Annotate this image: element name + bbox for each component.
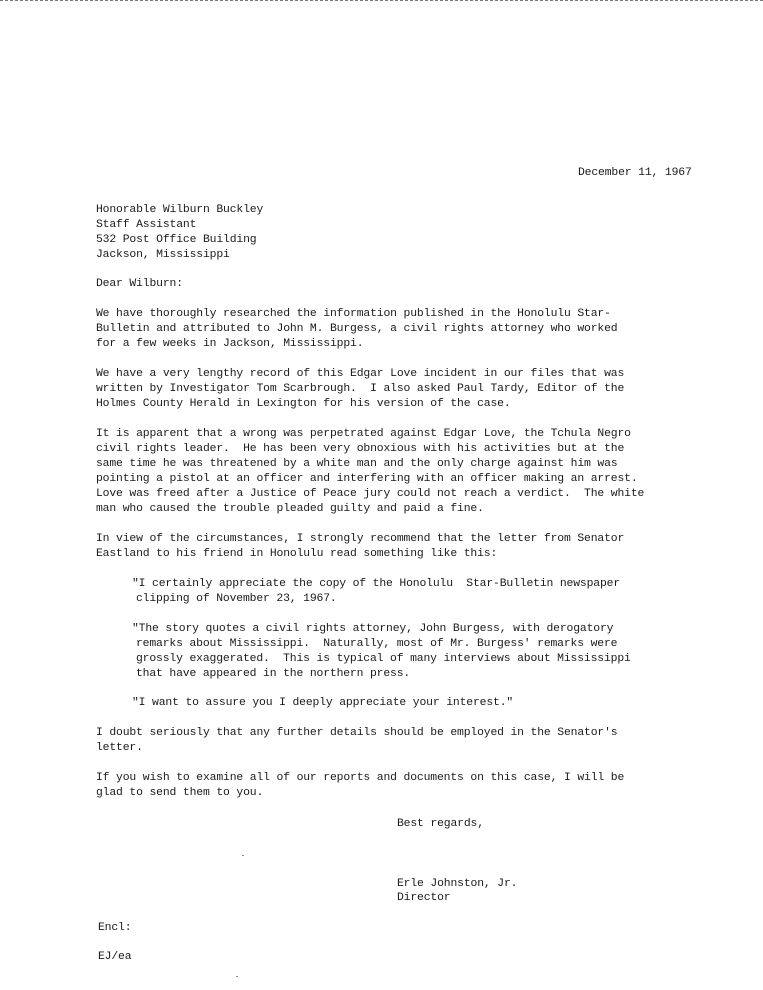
- body-line: We have a very lengthy record of this Edgar Love incident in our files that was: [96, 368, 625, 380]
- scan-speck: [242, 855, 244, 856]
- signature-name: Erle Johnston, Jr.: [397, 878, 518, 890]
- quote-line: remarks about Mississippi. Naturally, most of Mr. Burgess' remarks were: [136, 638, 618, 650]
- body-line: civil rights leader. He has been very obnoxious with his activities but at the: [96, 443, 625, 455]
- letter-date: December 11, 1967: [578, 167, 692, 179]
- signature-title: Director: [397, 892, 451, 904]
- body-line: Love was freed after a Justice of Peace jury could not reach a verdict. The white: [96, 488, 645, 500]
- body-line: If you wish to examine all of our reports and documents on this case, I will be: [96, 772, 625, 784]
- body-line: We have thoroughly researched the information published in the Honolulu Star-: [96, 308, 611, 320]
- body-line: Eastland to his friend in Honolulu read something like this:: [96, 548, 498, 560]
- body-line: for a few weeks in Jackson, Mississippi.: [96, 338, 364, 350]
- recipient-line: Honorable Wilburn Buckley: [96, 204, 264, 216]
- enclosure-note: Encl:: [98, 922, 132, 934]
- quote-line: clipping of November 23, 1967.: [136, 593, 337, 605]
- body-line: man who caused the trouble pleaded guilty and paid a fine.: [96, 503, 484, 515]
- closing: Best regards,: [397, 818, 484, 830]
- body-line: Bulletin and attributed to John M. Burgess, a civil rights attorney who worked: [96, 323, 618, 335]
- quote-line: "I want to assure you I deeply appreciate your interest.": [132, 697, 514, 709]
- body-line: Holmes County Herald in Lexington for his version of the case.: [96, 398, 511, 410]
- body-line: glad to send them to you.: [96, 787, 264, 799]
- body-line: I doubt seriously that any further details should be employed in the Senator's: [96, 727, 618, 739]
- salutation: Dear Wilburn:: [96, 278, 183, 290]
- recipient-line: 532 Post Office Building: [96, 234, 257, 246]
- quote-line: grossly exaggerated. This is typical of many interviews about Mississippi: [136, 653, 631, 665]
- body-line: It is apparent that a wrong was perpetrated against Edgar Love, the Tchula Negro: [96, 428, 631, 440]
- quote-line: "I certainly appreciate the copy of the Honolulu Star-Bulletin newspaper: [132, 578, 621, 590]
- recipient-line: Jackson, Mississippi: [96, 249, 230, 261]
- typist-initials: EJ/ea: [98, 951, 132, 963]
- body-line: pointing a pistol at an officer and interfering with an officer making an arrest.: [96, 473, 638, 485]
- quote-line: "The story quotes a civil rights attorney, John Burgess, with derogatory: [132, 623, 614, 635]
- recipient-line: Staff Assistant: [96, 219, 197, 231]
- body-line: letter.: [96, 742, 143, 754]
- body-line: written by Investigator Tom Scarbrough. I also asked Paul Tardy, Editor of the: [96, 383, 625, 395]
- body-line: In view of the circumstances, I strongly recommend that the letter from Senator: [96, 533, 625, 545]
- quote-line: that have appeared in the northern press.: [136, 668, 411, 680]
- scan-speck: [236, 976, 238, 977]
- body-line: same time he was threatened by a white man and the only charge against him was: [96, 458, 618, 470]
